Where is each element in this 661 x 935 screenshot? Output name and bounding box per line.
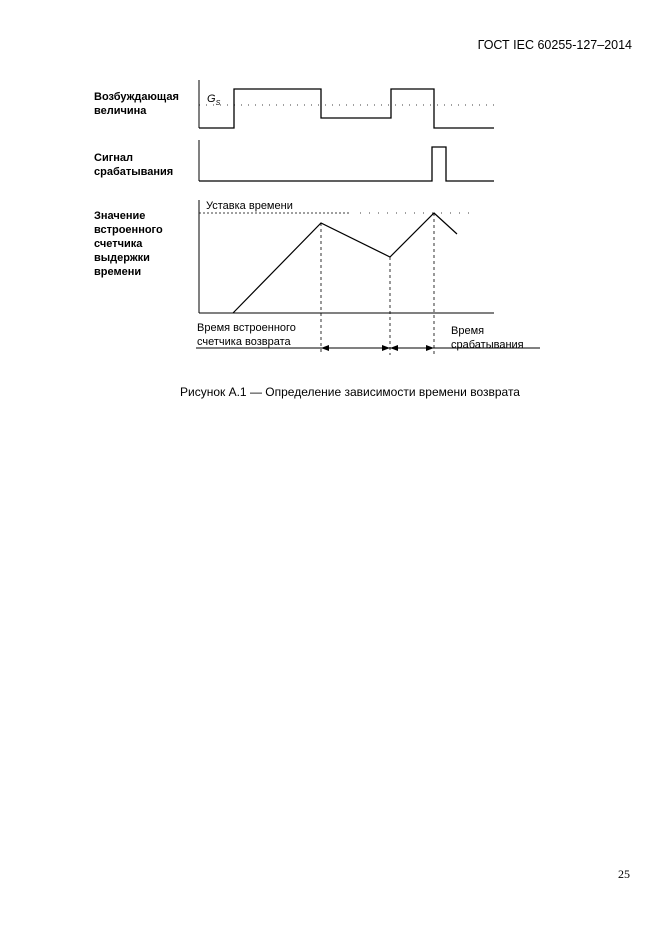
page-number: 25 — [618, 867, 630, 881]
arrow-head — [390, 345, 398, 351]
reset-time-label: Время встроенного счетчика возврата — [197, 322, 296, 348]
counter-curve — [233, 213, 457, 313]
arrow-head — [321, 345, 329, 351]
gs-threshold-label: $G_S$ — [207, 93, 221, 108]
arrow-head — [426, 345, 434, 351]
time-setting-label: Уставка времени — [206, 200, 293, 212]
arrow-head — [382, 345, 390, 351]
input-quantity-label: Возбуждающая величина — [94, 91, 179, 117]
figure-caption: Рисунок А.1 — Определение зависимости времени возврата — [180, 385, 520, 399]
counter-value-label: Значение встроенного счетчика выдержки времени — [94, 210, 163, 278]
trip-signal-label: Сигнал срабатывания — [94, 152, 174, 178]
input-waveform — [199, 89, 494, 128]
operate-time-label: Время срабатывания — [451, 325, 524, 351]
trip-waveform — [199, 147, 494, 181]
document-header: ГОСТ IEC 60255-127–2014 — [477, 38, 632, 52]
